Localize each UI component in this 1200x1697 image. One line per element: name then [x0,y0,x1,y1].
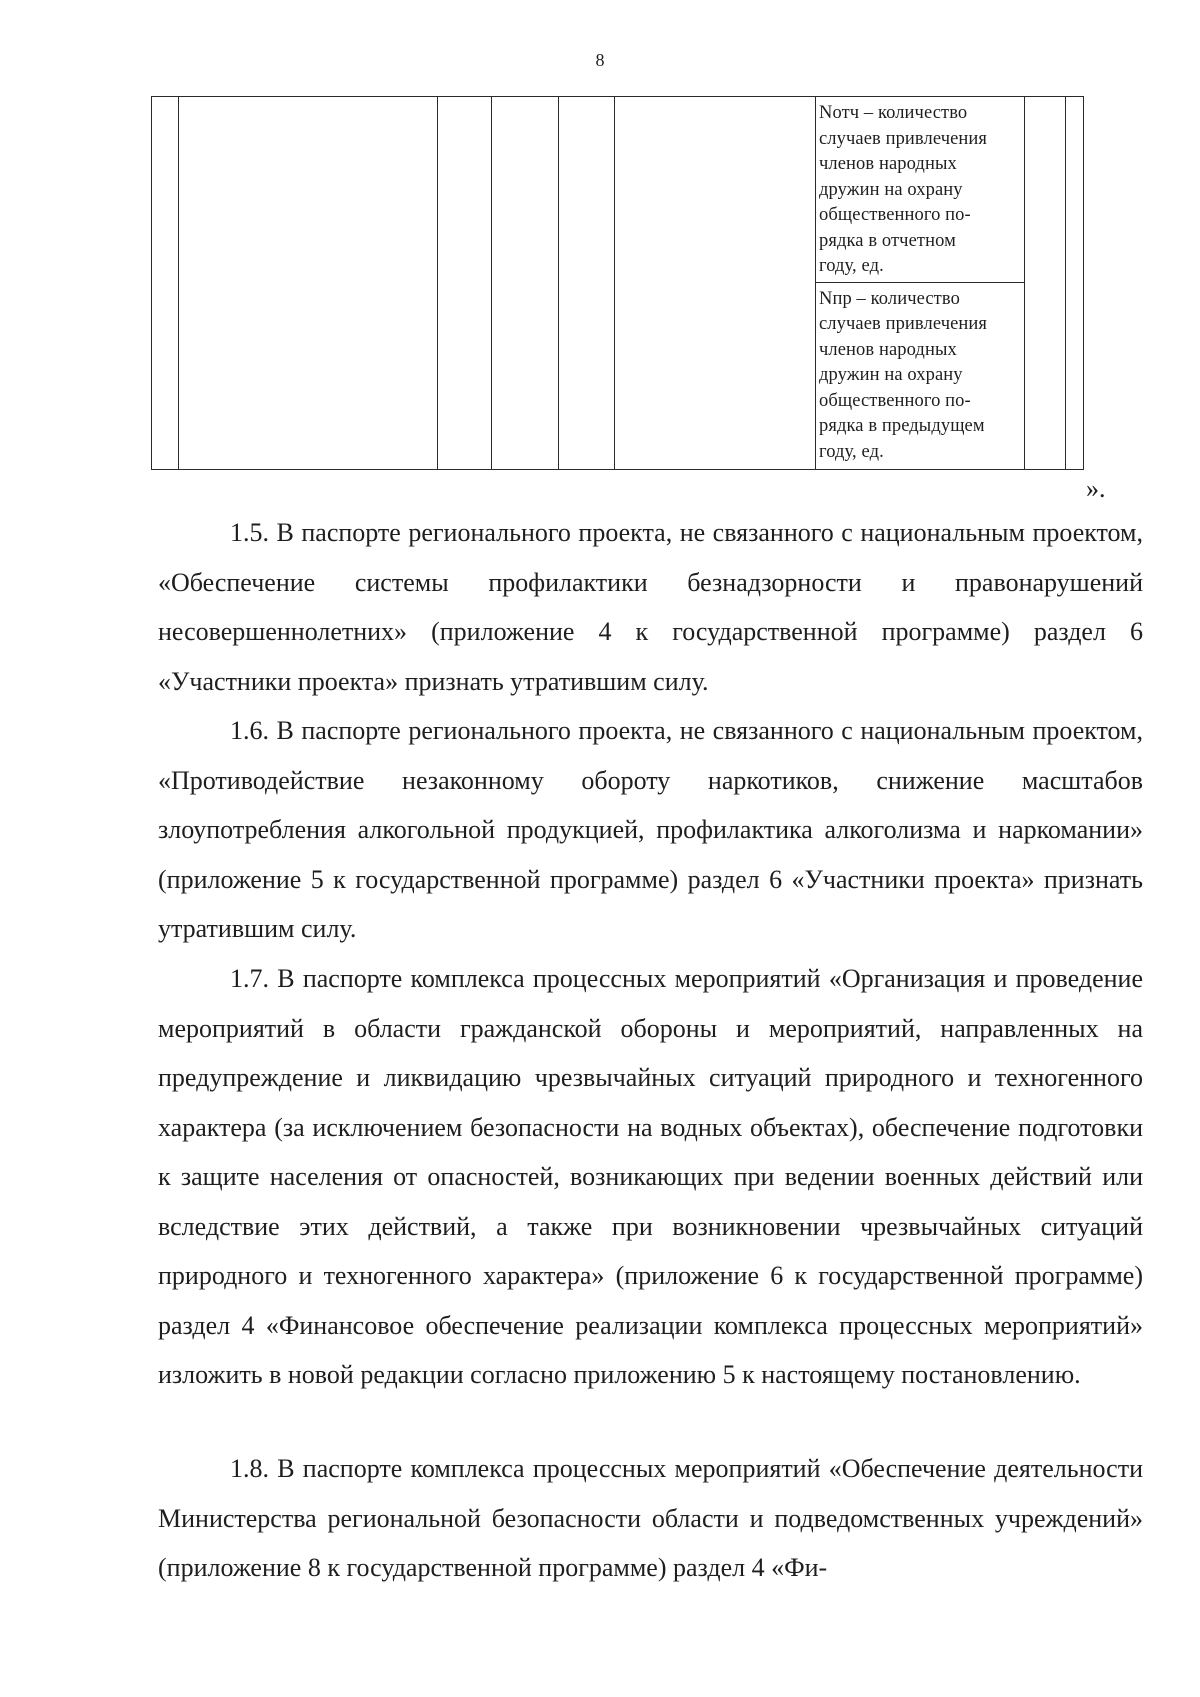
paragraph-1-7: 1.7. В паспорте комплекса процессных мероприятий «Организация и проведение мероприятий в области гражданской обороны и мероприятий, направленных на предупреждение и ликвидацию чрезвычайных ситуаций природного и техногенного характера (за исключением безопасности на водных объектах), обеспечение подготовки к защите населения от опасностей, возникающих при ведении военных действий или вследствие этих действий, а также при возникновении чрезвычайных ситуаций природного и техногенного характера» (приложение 6 к государственной программе) раздел 4 «Финансовое обеспечение реализации комплекса процессных мероприятий» изложить в новой редакции согласно приложению 5 к настоящему постановлению. [158,964,1143,1389]
table-cell [152,97,179,470]
table-cell [559,97,615,470]
paragraph-1-5: 1.5. В паспорте регионального проекта, не связанного с национальным проектом, «Обеспечение системы профилактики безнадзорности и правонарушений несовершеннолетних» (приложение 4 к государственной программе) раздел 6 «Участники проекта» признать утратившим силу. [158,518,1143,696]
table-cell [1025,97,1066,470]
table-cell [492,97,559,470]
variable-definition-reporting: Nотч – количество случаев привлечения членов народных дружин на охрану общественного по- рядка в отчетном году, ед. [816,97,1024,283]
table-cell [179,97,438,470]
indicator-table [151,96,1083,470]
table-cell [615,97,816,470]
paragraph-1-6: 1.6. В паспорте регионального проекта, не связанного с национальным проектом, «Противодействие незаконному обороту наркотиков, снижение масштабов злоупотребления алкогольной продукцией, профилактика алкоголизма и наркомании» (приложение 5 к государственной программе) раздел 6 «Участники проекта» признать утратившим силу. [158,716,1143,943]
formula-variables-cell [816,97,1025,470]
variable-definition-previous: Nпр – количество случаев привлечения членов народных дружин на охрану общественного по- рядка в предыдущем году, ед. [819,288,988,462]
table-row [152,97,1084,470]
closing-quote-mark: ». [1086,474,1106,503]
paragraph-1-8: 1.8. В паспорте комплекса процессных мероприятий «Обеспечение деятельности Министерства региональной безопасности области и подведомственных учреждений» (приложение 8 к государственной программе) раздел 4 «Фи- [158,1454,1143,1582]
table-cell [1066,97,1084,470]
table-cell [438,97,492,470]
page-number: 8 [595,50,605,70]
